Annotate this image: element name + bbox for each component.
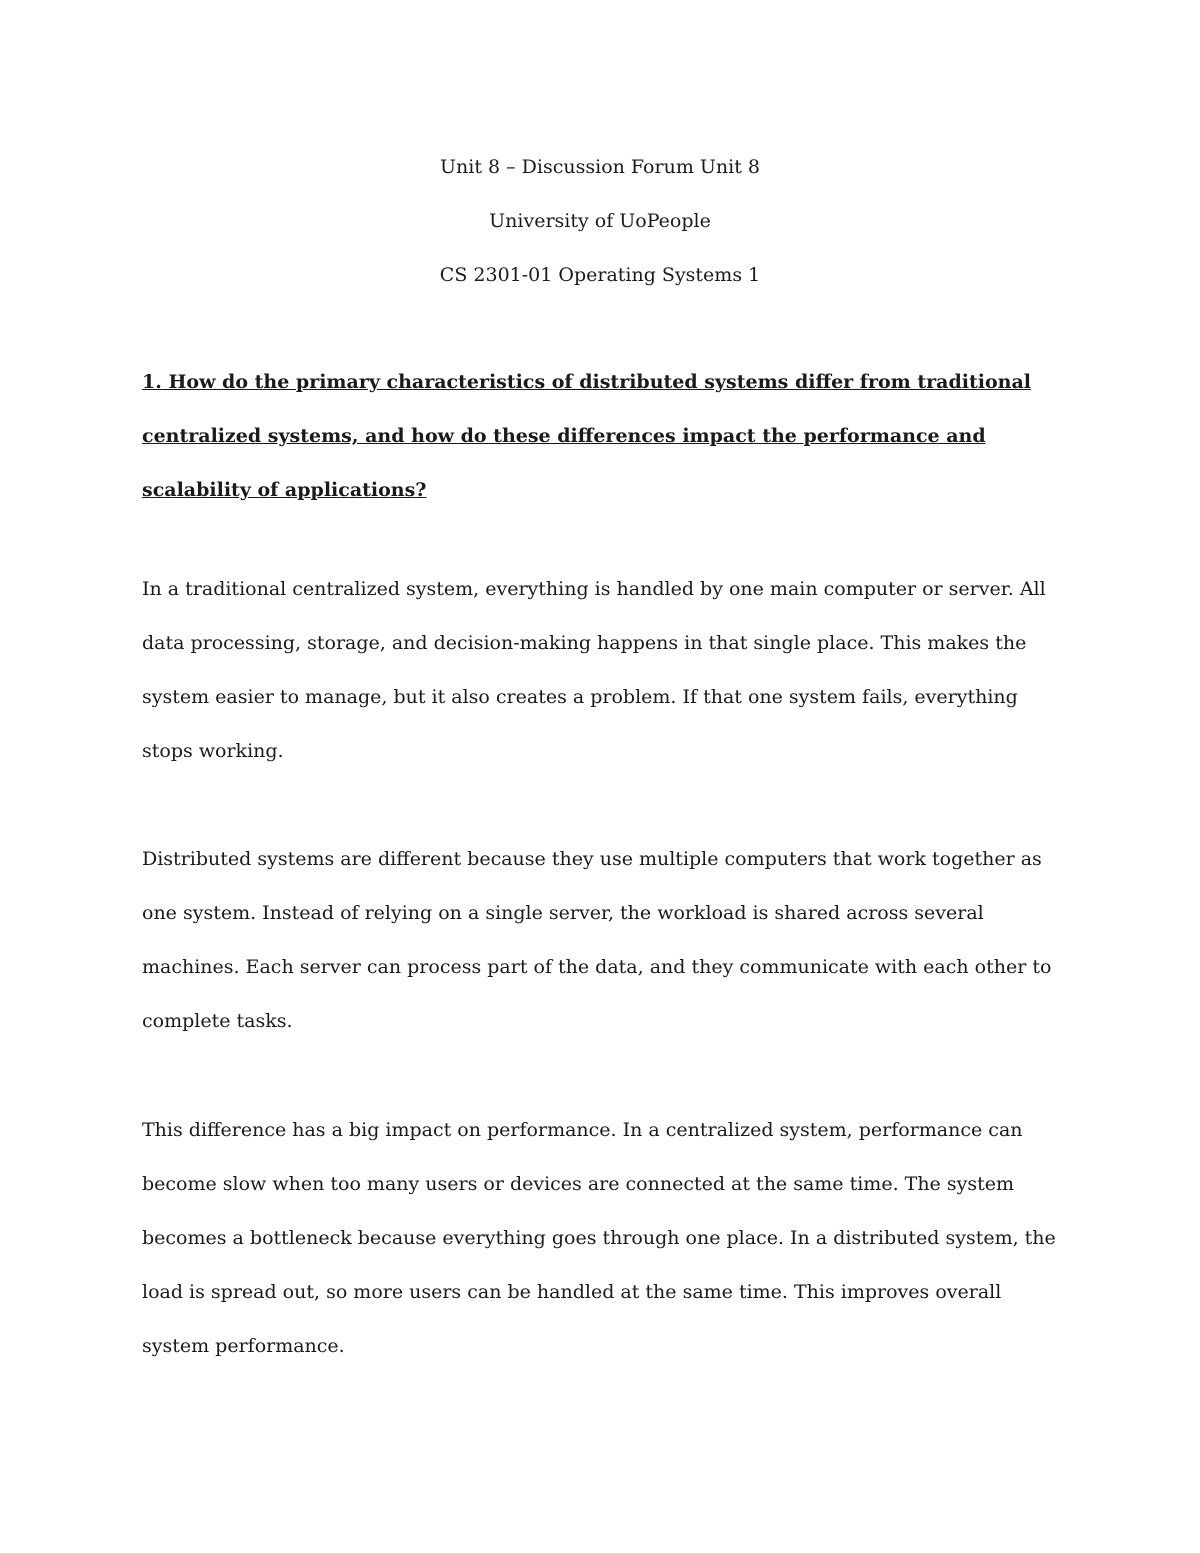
paragraph-performance: This difference has a big impact on performance. In a centralized system, performance can become slow when too many users or devices are connected at the same time. The system becomes a bottleneck because everything goes through one place. In a distributed system, the load is spread out, so more users can be handled at the same time. This improves overall system performance. bbox=[142, 1119, 1056, 1357]
question-heading: 1. How do the primary characteristics of distributed systems differ from traditional centralized systems, and how do these differences impact the performance and scalability of applications? bbox=[142, 371, 1031, 501]
title-block bbox=[0, 140, 1200, 302]
paragraph-distributed: Distributed systems are different because they use multiple computers that work together as one system. Instead of relying on a single server, the workload is shared across several machines. Each server can process part of the data, and they communicate with each other to complete tasks. bbox=[142, 848, 1052, 1032]
institution-name: University of UoPeople bbox=[489, 210, 711, 232]
course-name: CS 2301-01 Operating Systems 1 bbox=[439, 264, 761, 286]
paragraph-centralized: In a traditional centralized system, everything is handled by one main computer or server. All data processing, storage, and decision-making happens in that single place. This makes the system easier to manage, but it also creates a problem. If that one system fails, everything stops working. bbox=[142, 578, 1046, 762]
document-title: Unit 8 – Discussion Forum Unit 8 bbox=[440, 156, 760, 178]
